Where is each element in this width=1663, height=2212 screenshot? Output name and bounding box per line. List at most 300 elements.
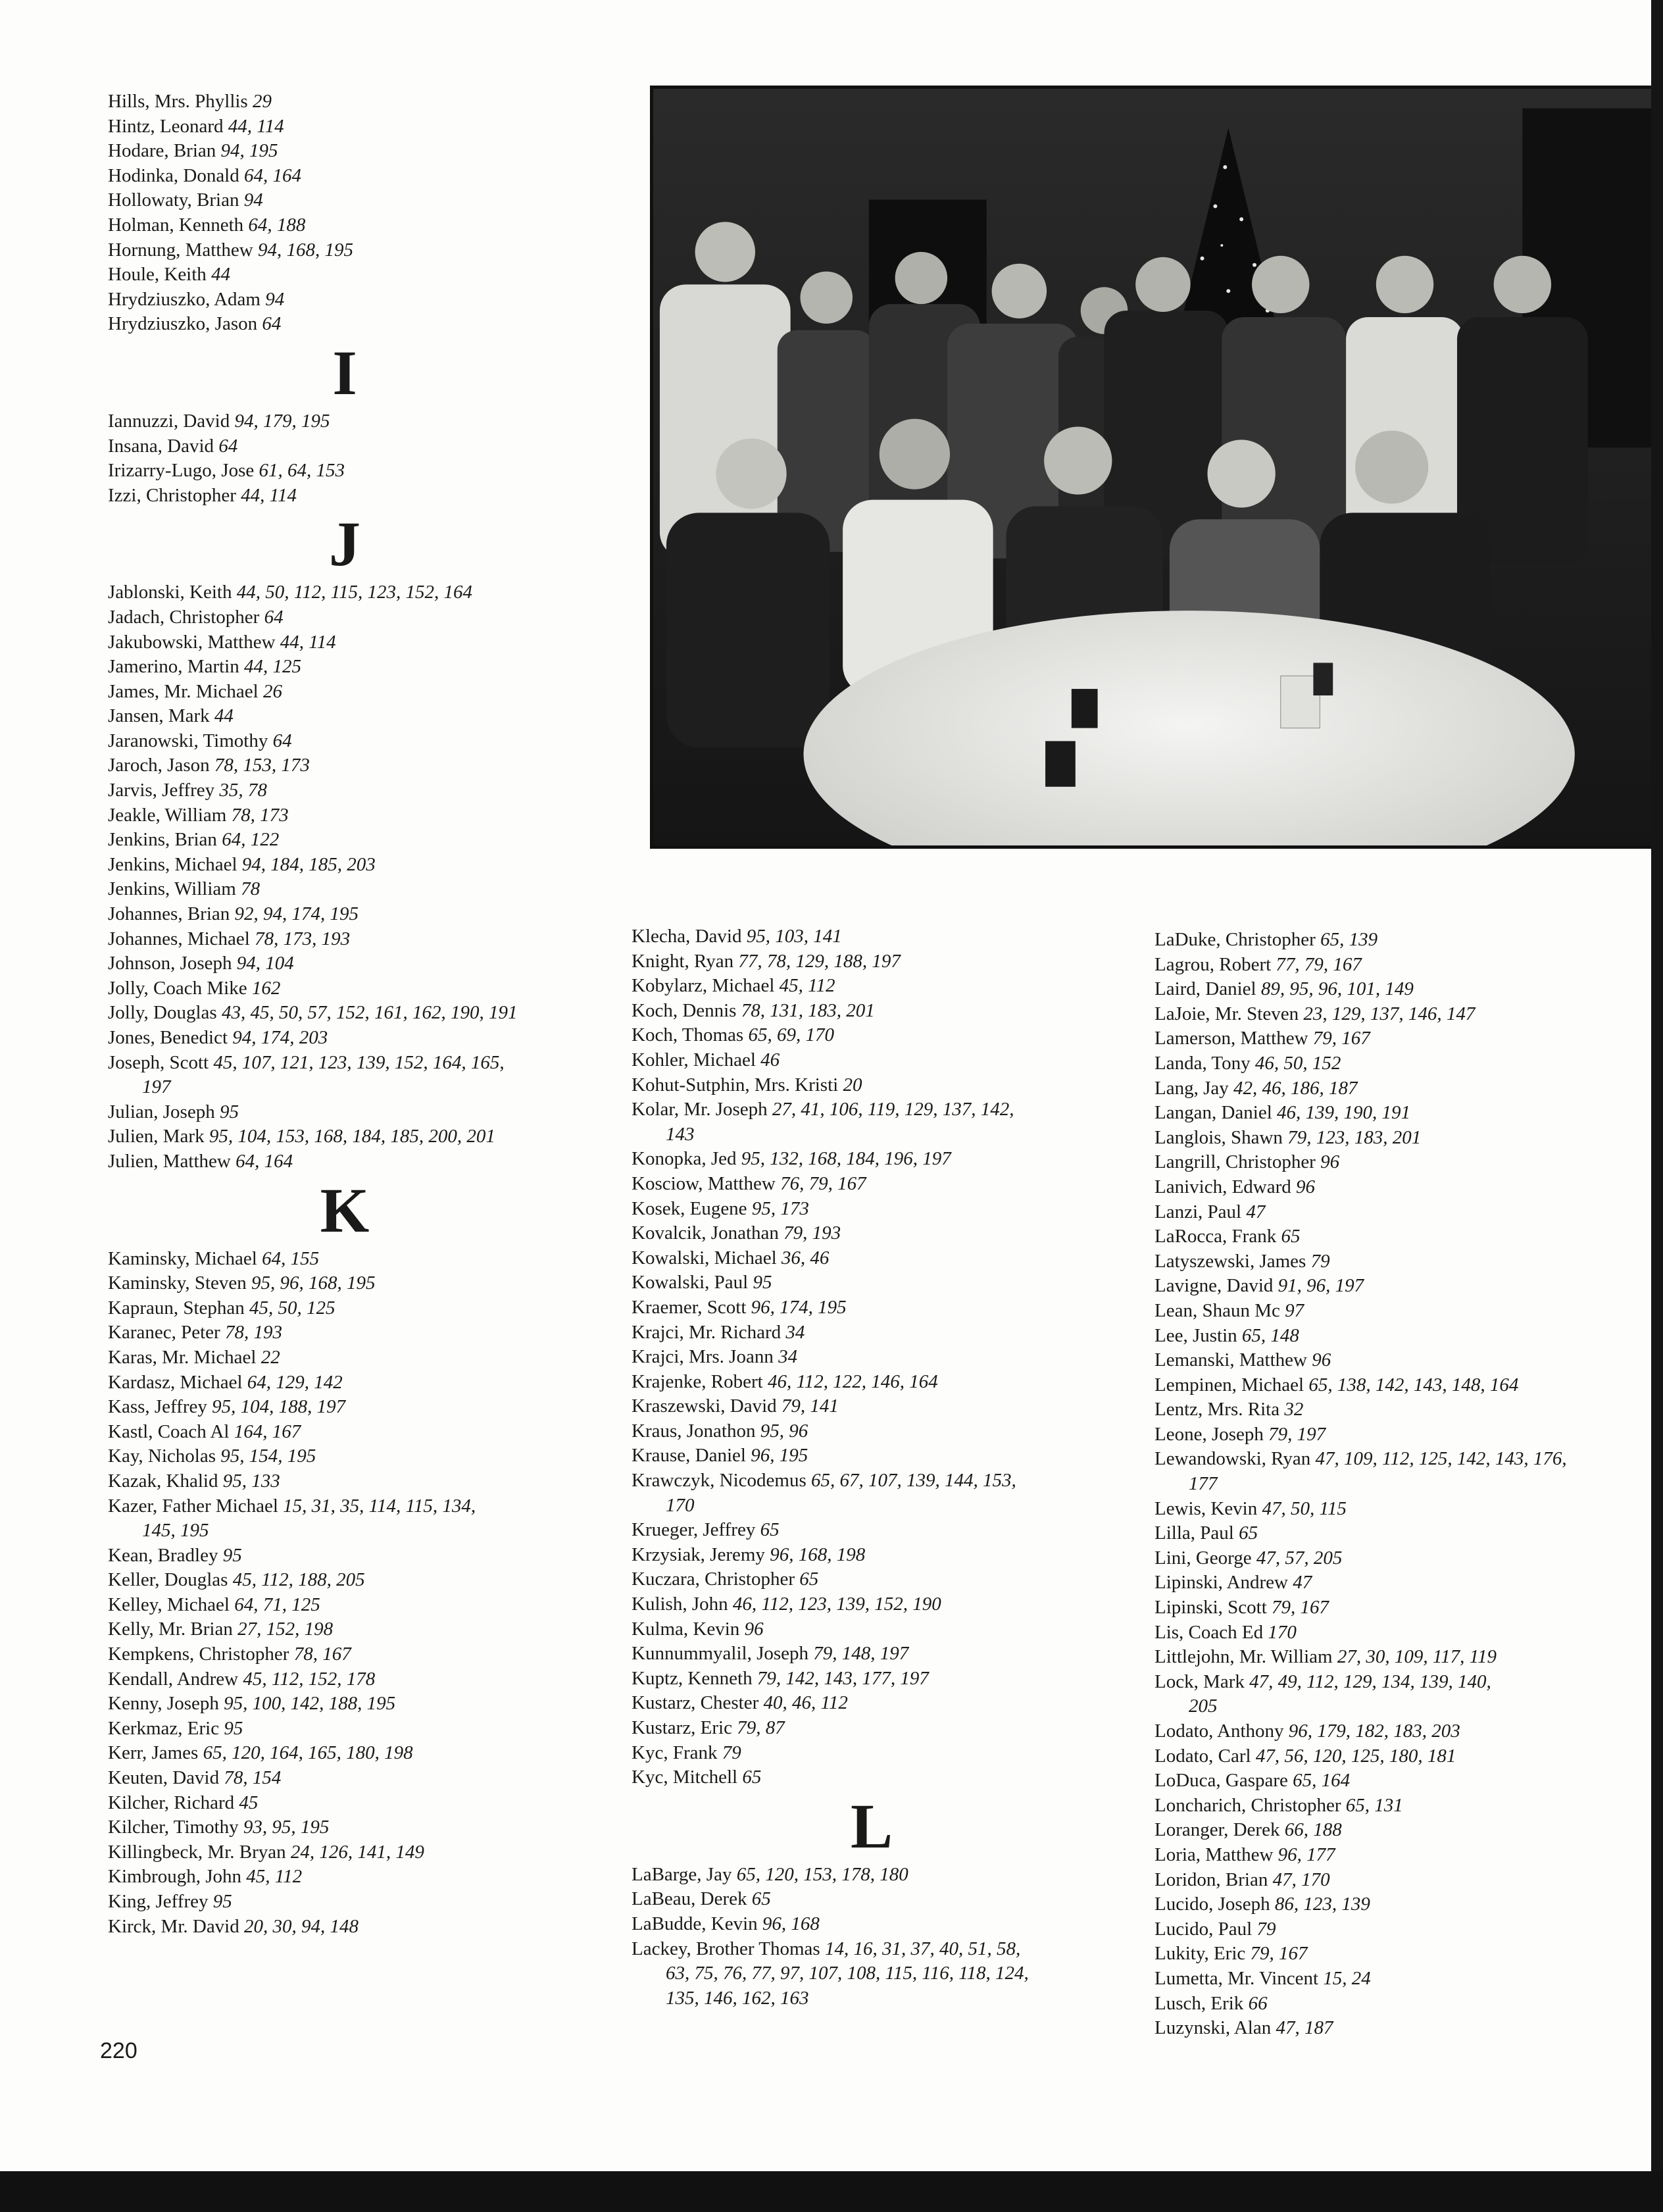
entry-pages: 79, 87 [737,1717,785,1738]
entry-pages: 47, 56, 120, 125, 180, 181 [1255,1745,1456,1767]
entry-pages: 89, 95, 96, 101, 149 [1260,978,1414,1000]
entry-pages: 40, 46, 112 [763,1692,848,1714]
entry-name: Jolly, Douglas [108,1002,217,1024]
index-entry [632,1912,1112,1937]
entry-name: Irizarry-Lugo, Jose [108,460,255,482]
entry-name: Lock, Mark [1154,1671,1245,1692]
entry-pages: 64, 155 [262,1247,320,1269]
index-entry [108,630,582,655]
entry-pages: 22 [261,1346,280,1368]
entry-pages: 65, 131 [1345,1794,1403,1816]
entry-name: Kean, Bradley [108,1544,218,1566]
scan-edge-strip [1651,0,1663,2171]
index-entry [632,1048,1112,1073]
entry-pages: 29 [252,91,272,112]
entry-name: Lukity, Eric [1154,1943,1246,1965]
index-entry [632,1023,1112,1048]
entry-name: Kobylarz, Michael [632,975,775,997]
index-entry [1154,1150,1661,1175]
index-entry [632,1617,1112,1642]
index-entry [108,655,582,680]
entry-pages: 65, 138, 142, 143, 148, 164 [1308,1374,1519,1395]
entry-pages: 78, 131, 183, 201 [741,999,875,1021]
entry-name: Julian, Joseph [108,1101,215,1122]
section-letter: L [850,1790,893,1861]
entry-pages: 65, 120, 153, 178, 180 [736,1863,908,1885]
index-entry [1154,1324,1661,1349]
entry-pages: 66 [1248,1992,1268,2014]
entry-name: Koch, Thomas [632,1024,744,1046]
entry-name: Kyc, Frank [632,1742,718,1763]
entry-pages: 94, 174, 203 [232,1027,328,1048]
entry-pages: 45, 112, 152, 178 [243,1668,376,1690]
index-entry [632,999,1112,1024]
entry-pages: 42, 46, 186, 187 [1233,1077,1358,1099]
entry-pages: 47 [1246,1201,1266,1222]
entry-pages: 77, 79, 167 [1276,953,1362,975]
index-column-1 [108,89,582,1939]
index-entry [632,1518,1112,1543]
entry-pages: 44, 114 [228,115,284,137]
entry-name: Loranger, Derek [1154,1819,1280,1841]
entry-pages: 45, 112, 188, 205 [232,1569,365,1591]
entry-pages: 27, 30, 109, 117, 119 [1337,1646,1497,1668]
entry-pages: 14, 16, 31, 37, 40, 51, 58, [824,1938,1021,1959]
entry-name: Iannuzzi, David [108,410,230,432]
index-entry [1154,1992,1661,2017]
index-entry [1154,1026,1661,1051]
entry-name: Krueger, Jeffrey [632,1519,756,1541]
index-entry [1154,1348,1661,1373]
entry-pages: 95, 100, 142, 188, 195 [224,1693,396,1715]
index-entry [108,1469,582,1494]
entry-pages: 79 [1256,1918,1276,1940]
entry-name: Karas, Mr. Michael [108,1346,257,1368]
index-entry [1154,1126,1661,1151]
index-entry [108,459,582,484]
index-entry [108,238,582,263]
entry-name: Kowalski, Paul [632,1272,749,1294]
entry-pages: 47, 187 [1276,2017,1333,2039]
index-entry [632,1073,1112,1098]
entry-name: Luzynski, Alan [1154,2017,1272,2039]
entry-pages: 95, 173 [751,1197,809,1219]
index-entry [632,1716,1112,1741]
entry-pages: 95 [212,1891,232,1912]
entry-pages: 65, 139 [1320,929,1378,950]
index-entry [1154,1422,1661,1447]
entry-name: Kempkens, Christopher [108,1644,289,1665]
entry-pages: 96 [1296,1176,1316,1197]
entry-pages: 164, 167 [234,1420,301,1442]
index-entry [632,1937,1112,2011]
index-entry [1154,928,1661,953]
entry-pages: 44, 125 [243,656,301,678]
index-entry [108,951,582,976]
index-entry [108,1840,582,1865]
index-entry [108,1915,582,1940]
entry-pages: 46, 112, 122, 146, 164 [767,1370,938,1392]
index-entry [632,1863,1112,1888]
entry-name: LaBudde, Kevin [632,1913,758,1934]
entry-pages: 64, 122 [222,829,280,851]
index-entry [108,312,582,337]
index-entry [632,1246,1112,1271]
index-entry [1154,953,1661,978]
index-entry [1154,1447,1661,1496]
entry-name: Kerr, James [108,1742,199,1764]
entry-pages: 78, 173, 193 [255,928,351,949]
index-entry [632,1097,1112,1147]
index-entry [632,949,1112,974]
entry-name: Keuten, David [108,1767,220,1789]
entry-pages: 96, 174, 195 [751,1296,847,1318]
index-entry [632,1345,1112,1370]
entry-name: Kirck, Mr. David [108,1915,239,1937]
index-entry [632,1567,1112,1592]
index-entry [632,1394,1112,1419]
index-entry [108,680,582,705]
index-entry [108,853,582,878]
entry-name: Kuczara, Christopher [632,1569,795,1590]
entry-name: Knight, Ryan [632,950,734,972]
entry-name: Kastl, Coach Al [108,1420,230,1442]
entry-pages: 46, 139, 190, 191 [1277,1102,1411,1124]
index-entry [1154,1892,1661,1917]
entry-pages: 15, 31, 35, 114, 115, 134, [283,1495,476,1517]
index-column-3 [1154,928,1661,2041]
entry-pages: 78, 193 [224,1322,282,1344]
entry-pages: 43, 45, 50, 57, 152, 161, 162, 190, 191 [221,1002,518,1024]
entry-name: Karanec, Peter [108,1322,220,1344]
entry-pages: 64 [272,730,292,751]
index-entry [108,1444,582,1469]
entry-pages: 36, 46 [781,1247,830,1269]
index-entry [108,1494,582,1544]
entry-name: Laird, Daniel [1154,978,1256,1000]
entry-name: Lamerson, Matthew [1154,1028,1308,1049]
entry-name: Kay, Nicholas [108,1445,216,1467]
index-entry [1154,1200,1661,1225]
entry-pages: 44, 50, 112, 115, 123, 152, 164 [236,582,472,603]
entry-pages-continued: 135, 146, 162, 163 [666,1987,809,2009]
index-entry [108,1667,582,1692]
entry-pages: 15, 24 [1323,1967,1371,1989]
index-entry [1154,1002,1661,1027]
index-entry [632,1147,1112,1172]
entry-name: Krawczyk, Nicodemus [632,1470,807,1492]
entry-pages: 46, 112, 123, 139, 152, 190 [732,1594,941,1615]
index-entry [632,1419,1112,1444]
index-entry [108,580,582,605]
index-entry [1154,1299,1661,1324]
entry-pages: 65, 67, 107, 139, 144, 153, [811,1470,1016,1492]
entry-pages: 65 [742,1767,762,1788]
entry-name: Kovalcik, Jonathan [632,1222,779,1244]
entry-pages: 95, 96, 168, 195 [251,1272,376,1294]
entry-name: Hodinka, Donald [108,164,239,186]
entry-pages: 27, 152, 198 [237,1619,334,1640]
entry-pages: 65, 69, 170 [748,1024,834,1046]
index-entry [632,1592,1112,1617]
entry-name: Lucido, Joseph [1154,1894,1270,1915]
entry-name: Langlois, Shawn [1154,1126,1283,1148]
entry-pages: 95, 133 [222,1470,280,1492]
index-entry [1154,1719,1661,1744]
entry-name: LaBarge, Jay [632,1863,732,1885]
entry-name: Hodare, Brian [108,140,216,162]
entry-pages: 65, 164 [1293,1770,1351,1792]
index-entry [108,1544,582,1569]
entry-pages: 95, 96 [760,1420,808,1442]
entry-pages: 47, 109, 112, 125, 142, 143, 176, [1315,1448,1567,1470]
index-entry [108,1692,582,1717]
entry-name: Lempinen, Michael [1154,1374,1304,1395]
entry-name: Kendall, Andrew [108,1668,239,1690]
entry-pages: 96, 195 [751,1445,808,1467]
entry-name: Johnson, Joseph [108,953,232,974]
entry-name: Kuptz, Kenneth [632,1667,753,1689]
entry-pages: 95, 103, 141 [746,926,842,947]
entry-name: Jamerino, Martin [108,656,239,678]
index-entry [1154,1744,1661,1769]
entry-pages: 65 [799,1569,819,1590]
index-entry [1154,1397,1661,1422]
entry-name: Kaminsky, Steven [108,1272,247,1294]
entry-pages: 64 [264,606,284,628]
entry-pages: 92, 94, 174, 195 [234,903,359,925]
entry-name: Krajci, Mrs. Joann [632,1346,774,1368]
entry-name: Julien, Mark [108,1126,205,1147]
entry-pages: 45, 107, 121, 123, 139, 152, 164, 165, [213,1051,505,1073]
entry-name: Lee, Justin [1154,1324,1237,1346]
entry-pages: 47, 170 [1272,1869,1330,1890]
entry-pages: 95 [219,1101,239,1122]
entry-pages: 78 [241,878,261,900]
entry-pages: 94, 179, 195 [234,410,330,432]
index-entry [1154,1621,1661,1646]
entry-pages: 76, 79, 167 [780,1172,866,1194]
entry-pages: 34 [778,1346,798,1368]
entry-name: Lemanski, Matthew [1154,1349,1307,1371]
index-entry [1154,2016,1661,2041]
entry-pages: 45, 112 [246,1866,303,1888]
entry-name: Jolly, Coach Mike [108,977,247,999]
entry-pages: 78, 167 [293,1644,351,1665]
entry-pages: 44 [211,264,231,286]
index-entry [1154,1373,1661,1398]
index-entry [108,704,582,729]
index-entry [108,114,582,139]
index-entry [632,1691,1112,1716]
entry-pages: 34 [785,1321,805,1343]
index-entry [632,1172,1112,1197]
entry-pages: 96 [1320,1151,1340,1173]
index-entry [1154,1942,1661,1967]
index-entry [1154,1868,1661,1893]
entry-pages: 65 [1281,1226,1301,1247]
entry-pages: 95, 104, 153, 168, 184, 185, 200, 201 [209,1126,495,1147]
index-entry [108,1420,582,1445]
index-entry [108,803,582,828]
index-entry [632,974,1112,999]
entry-pages: 86, 123, 139 [1274,1894,1370,1915]
entry-name: Lipinski, Scott [1154,1597,1267,1619]
entry-pages: 44, 114 [280,631,336,653]
entry-name: Kosek, Eugene [632,1197,747,1219]
entry-name: Krause, Daniel [632,1445,746,1467]
index-entry [1154,1596,1661,1621]
entry-pages: 65 [1239,1522,1258,1544]
entry-name: Izzi, Christopher [108,484,236,506]
index-entry [108,1815,582,1840]
entry-name: Krzysiak, Jeremy [632,1544,765,1565]
index-entry [108,1642,582,1667]
entry-pages: 97 [1285,1299,1304,1321]
index-entry [1154,1076,1661,1101]
entry-pages-continued: 63, 75, 76, 77, 97, 107, 108, 115, 116, 118, 124, [666,1963,1029,1984]
entry-pages: 79, 141 [781,1395,839,1417]
entry-pages: 47 [1293,1572,1312,1594]
entry-pages: 26 [262,680,282,702]
index-entry [108,139,582,164]
entry-pages: 91, 96, 197 [1278,1275,1364,1297]
index-entry [1154,977,1661,1002]
entry-pages: 96 [744,1618,764,1640]
entry-pages: 24, 126, 141, 149 [290,1841,424,1863]
entry-pages-continued: 143 [666,1123,695,1145]
entry-pages: 96, 168, 198 [770,1544,866,1565]
entry-pages: 45, 112 [779,975,835,997]
entry-name: Littlejohn, Mr. William [1154,1646,1333,1668]
entry-pages: 46 [760,1049,780,1070]
index-entry [632,1887,1112,1912]
index-entry [108,434,582,459]
entry-pages: 79, 142, 143, 177, 197 [757,1667,929,1689]
entry-pages: 35, 78 [219,780,267,801]
entry-name: Kustarz, Chester [632,1692,759,1714]
entry-name: LaJoie, Mr. Steven [1154,1003,1299,1024]
entry-pages: 64, 188 [248,214,306,236]
index-entry [1154,1521,1661,1546]
index-column-2 [632,924,1112,2011]
entry-pages: 95, 104, 188, 197 [212,1396,346,1418]
index-entry [108,1717,582,1742]
entry-pages: 96, 168 [762,1913,820,1934]
entry-name: Kowalski, Michael [632,1247,777,1269]
entry-pages: 20, 30, 94, 148 [244,1915,359,1937]
entry-pages: 65, 120, 164, 165, 180, 198 [203,1742,413,1764]
index-entry [108,1741,582,1766]
index-entry [1154,1101,1661,1126]
entry-name: Johannes, Brian [108,903,230,925]
entry-pages: 162 [251,977,281,999]
entry-pages: 170 [1268,1621,1297,1643]
entry-pages: 47, 49, 112, 129, 134, 139, 140, [1249,1671,1491,1692]
entry-name: Kohut-Sutphin, Mrs. Kristi [632,1074,839,1095]
entry-name: Kerkmaz, Eric [108,1717,220,1739]
index-entry [108,1395,582,1420]
entry-name: Koch, Dennis [632,999,737,1021]
index-entry [108,288,582,313]
index-entry [1154,1670,1661,1719]
entry-name: Krajenke, Robert [632,1370,763,1392]
entry-name: Kilcher, Timothy [108,1817,239,1838]
entry-pages: 65, 148 [1241,1324,1299,1346]
entry-name: Kelly, Mr. Brian [108,1619,233,1640]
entry-name: Lodato, Anthony [1154,1721,1284,1742]
index-entry [108,1001,582,1026]
index-entry [632,1295,1112,1320]
entry-name: Hills, Mrs. Phyllis [108,91,248,112]
entry-name: Kraemer, Scott [632,1296,747,1318]
index-entry [108,605,582,630]
entry-name: Lavigne, David [1154,1275,1274,1297]
entry-name: Lang, Jay [1154,1077,1229,1099]
index-entry [108,1617,582,1642]
entry-name: Kustarz, Eric [632,1717,732,1738]
index-entry [108,89,582,114]
entry-name: Jakubowski, Matthew [108,631,276,653]
entry-pages: 64, 164 [244,164,301,186]
index-entry [1154,1645,1661,1670]
entry-name: Lewis, Kevin [1154,1497,1258,1519]
index-entry [108,1370,582,1395]
index-entry [1154,1497,1661,1522]
entry-pages: 94, 195 [220,140,278,162]
entry-pages: 23, 129, 137, 146, 147 [1303,1003,1476,1024]
index-entry [108,1296,582,1321]
index-entry [1154,1769,1661,1794]
entry-name: Hintz, Leonard [108,115,224,137]
entry-name: Jarvis, Jeffrey [108,780,215,801]
entry-pages: 78, 154 [224,1767,282,1789]
entry-name: Kardasz, Michael [108,1371,243,1393]
entry-name: Kaminsky, Michael [108,1247,257,1269]
entry-name: Kyc, Mitchell [632,1767,738,1788]
index-entry [108,484,582,509]
entry-name: Kenny, Joseph [108,1693,219,1715]
index-entry [108,263,582,288]
section-letter: I [332,337,357,408]
entry-pages: 95 [224,1717,243,1739]
entry-pages: 64 [218,435,238,457]
entry-pages-continued: 170 [666,1494,695,1516]
entry-name: Langrill, Christopher [1154,1151,1316,1173]
entry-name: Jablonski, Keith [108,582,232,603]
entry-name: Jenkins, Michael [108,853,237,875]
entry-pages: 79 [722,1742,741,1763]
index-entry [1154,1224,1661,1249]
entry-pages: 79, 167 [1272,1597,1329,1619]
entry-pages: 94, 184, 185, 203 [241,853,376,875]
entry-pages: 79, 148, 197 [813,1643,909,1665]
index-entry [108,1149,582,1174]
index-entry [108,188,582,213]
entry-pages: 45, 50, 125 [249,1297,335,1319]
entry-name: Hornung, Matthew [108,239,253,261]
entry-name: Kass, Jeffrey [108,1396,207,1418]
index-entry [108,1865,582,1890]
entry-pages: 66, 188 [1284,1819,1342,1841]
entry-name: Lewandowski, Ryan [1154,1448,1311,1470]
entry-pages: 47, 50, 115 [1262,1497,1347,1519]
entry-name: Loncharich, Christopher [1154,1794,1341,1816]
entry-pages: 95, 154, 195 [220,1445,316,1467]
index-entry [632,924,1112,949]
index-entry [108,1766,582,1791]
index-entry [108,976,582,1001]
